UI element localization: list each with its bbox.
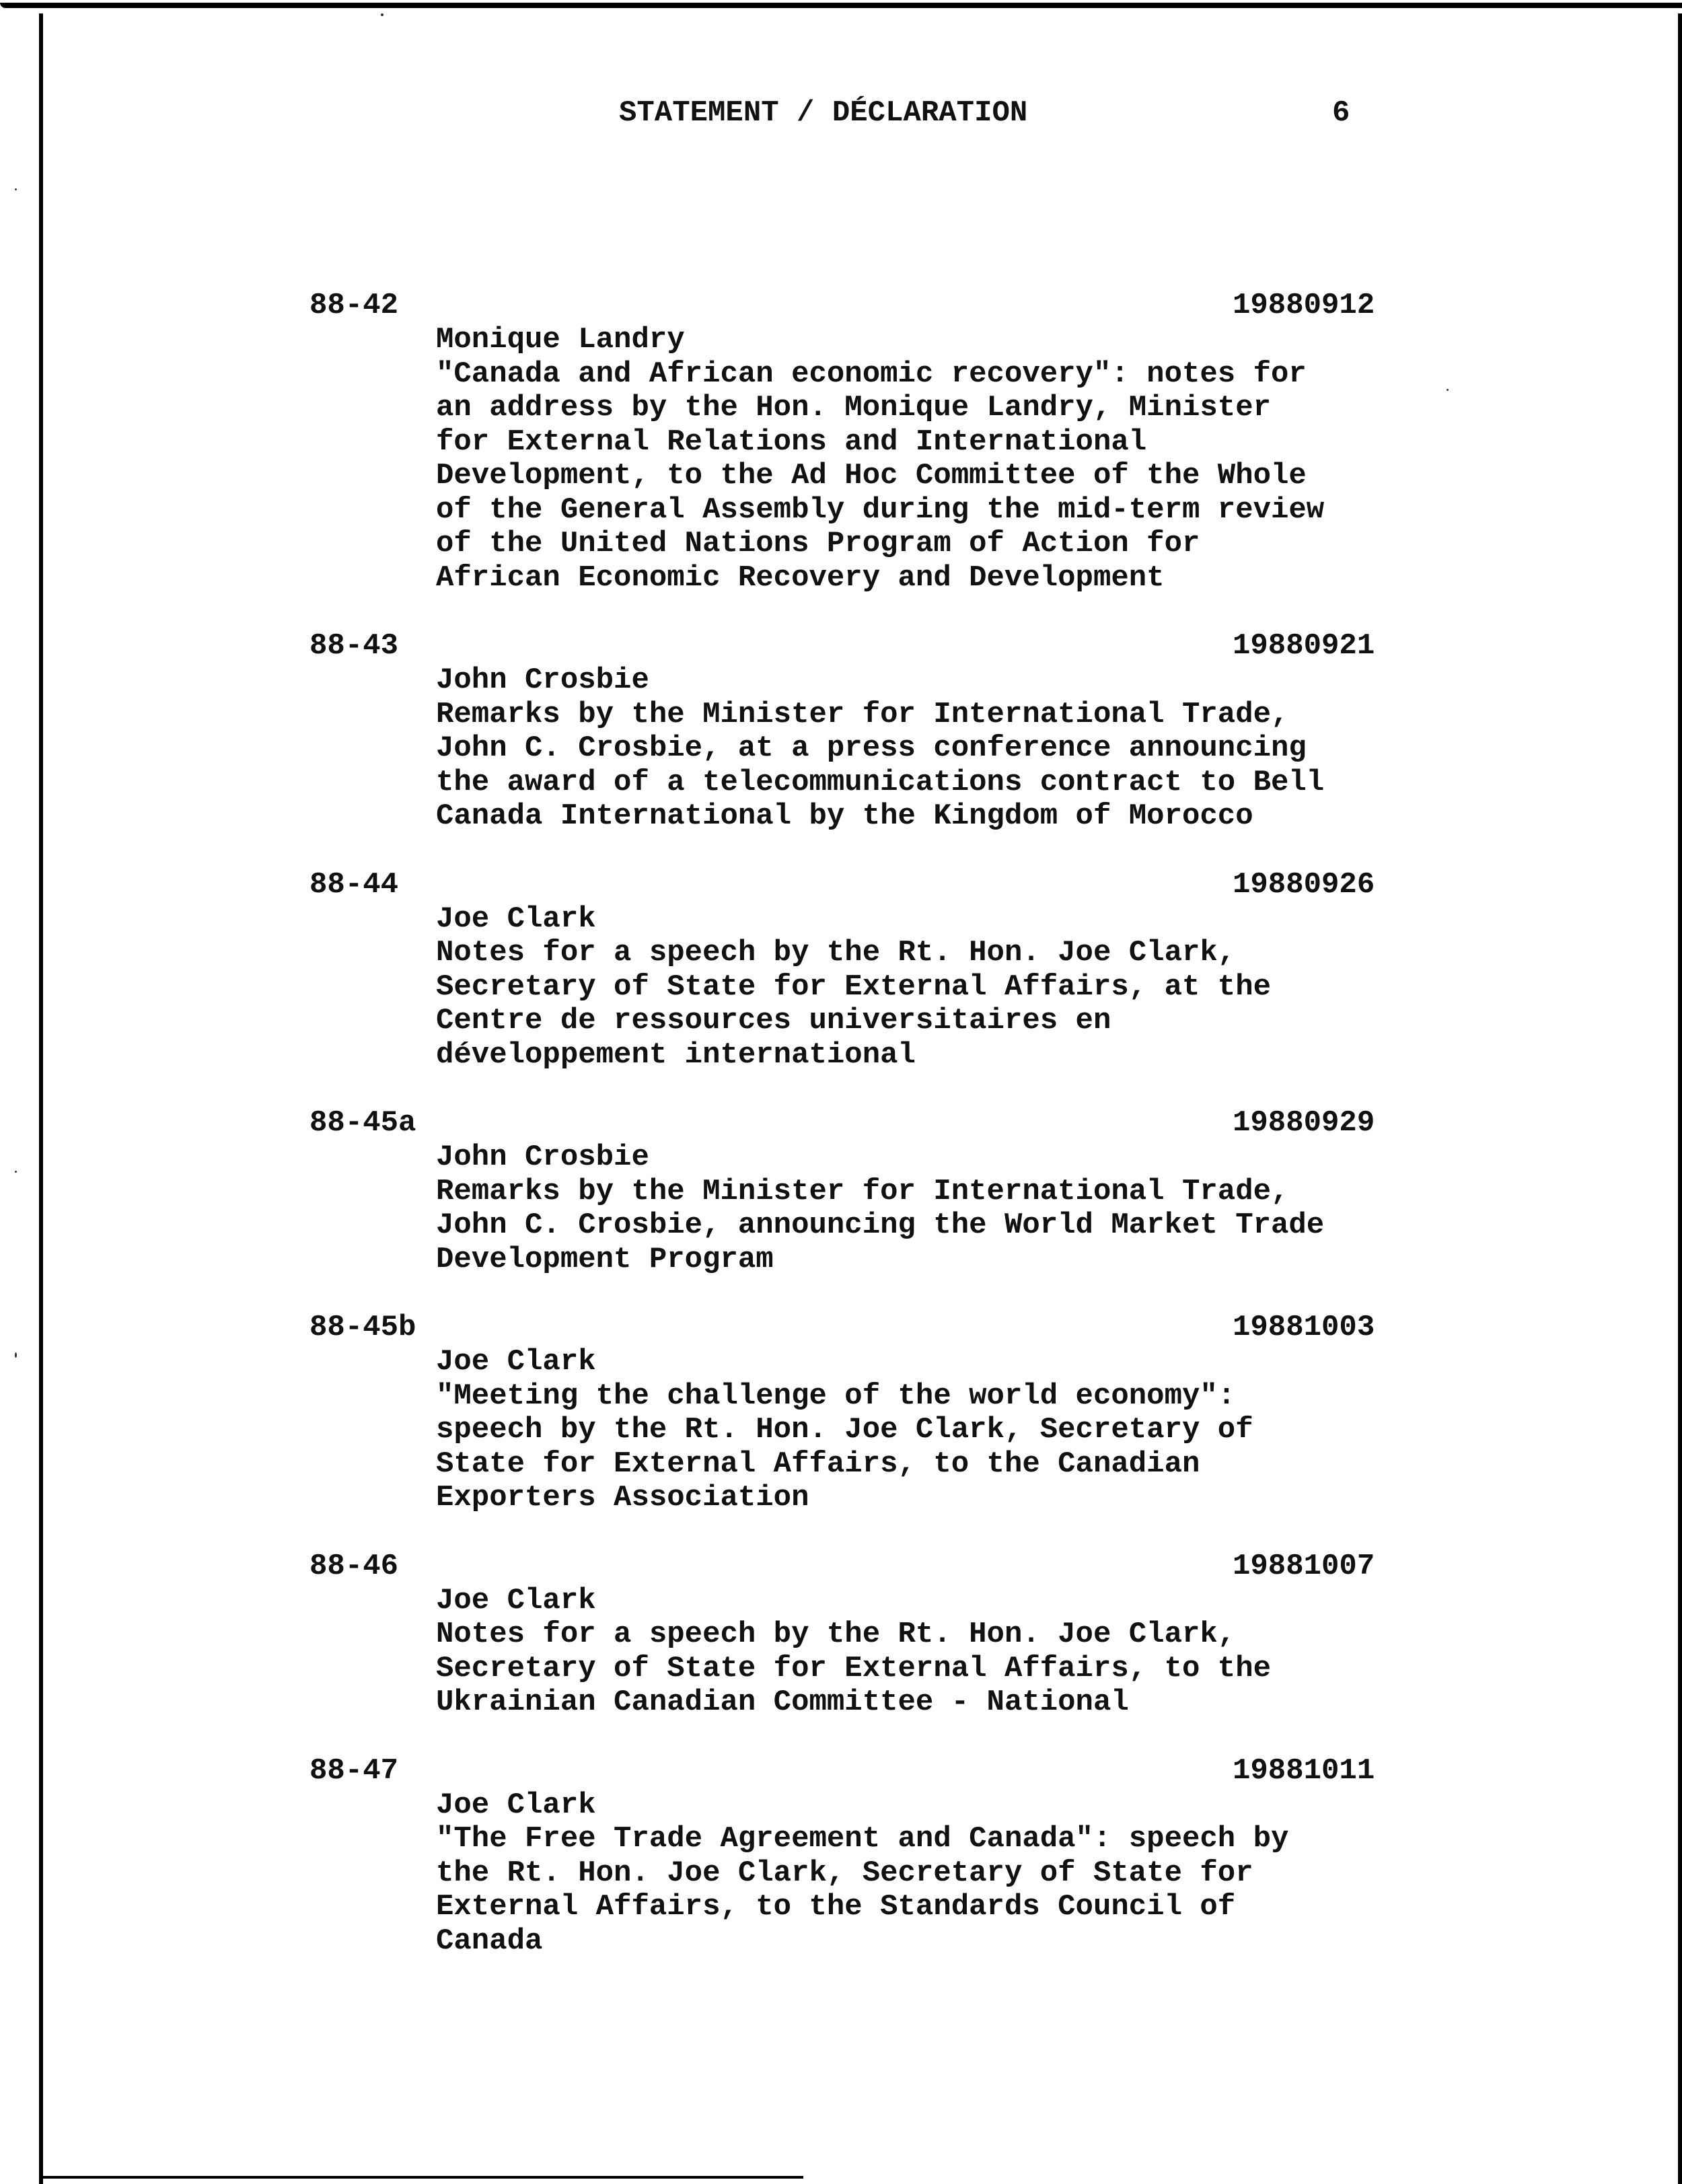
entry-number: 88-47 [309,1753,399,1788]
entry-description: Remarks by the Minister for International Trade, John C. Crosbie, at a press conference announcing the award of a telecommunications contract to Bell Canada International by the Kingdom of Morocco [436,697,1325,833]
entry-header [309,628,1467,663]
statement-entry [309,1310,1467,1515]
statement-entry [309,867,1467,1072]
statement-entry [309,628,1467,834]
scan-border-left [39,13,43,2184]
entry-header [309,867,1467,902]
scan-border-right [1678,13,1682,2184]
entry-number: 88-42 [309,289,399,322]
entry-description: "The Free Trade Agreement and Canada": speech by the Rt. Hon. Joe Clark, Secretary of State for External Affairs, to the Standards Council of Canada [436,1822,1289,1958]
entry-author: Joe Clark [436,1345,596,1379]
entry-header [309,1753,1467,1788]
entry-number: 88-44 [309,867,399,902]
entry-description: Notes for a speech by the Rt. Hon. Joe Clark, Secretary of State for External Affairs, at the Centre de ressources universitaires en développement international [436,936,1272,1072]
entry-date: 19880921 [1233,629,1375,663]
entry-date: 19880929 [1233,1106,1375,1140]
entry-body [436,1788,1467,1959]
entry-body [436,1584,1467,1720]
entry-author: Joe Clark [436,1583,596,1617]
entry-body [436,902,1467,1072]
header-title: STATEMENT / DÉCLARATION [619,96,1028,130]
entry-author: John Crosbie [436,663,649,697]
statement-entry [309,1105,1467,1276]
entry-number: 88-43 [309,629,399,663]
entry-description: Notes for a speech by the Rt. Hon. Joe Clark, Secretary of State for External Affairs, to the Ukrainian Canadian Committee - National [436,1617,1272,1719]
scan-speck [15,1171,17,1173]
statement-entry [309,1753,1467,1959]
page-header [619,93,1426,133]
entry-header [309,1310,1467,1345]
statement-list [309,288,1467,1992]
entry-body [436,323,1467,595]
scan-speck [15,188,17,190]
entry-date: 19880926 [1233,867,1375,902]
entry-header [309,1549,1467,1584]
entry-author: Joe Clark [436,902,596,936]
scan-border-top [0,3,1682,8]
entry-number: 88-45a [309,1106,416,1140]
scan-speck [381,13,383,16]
entry-header [309,288,1467,323]
entry-description: "Canada and African economic recovery": notes for an address by the Hon. Monique Landry, Minister for External Relations and International Development, to the Ad Hoc Committee of the Whole of the General Assembly during the mid-term review of the United Nations Program of Action for African Economic Recovery and Development [436,357,1325,595]
entry-author: Monique Landry [436,323,685,357]
entry-date: 19880912 [1233,289,1375,322]
entry-author: Joe Clark [436,1788,596,1822]
entry-number: 88-46 [309,1549,399,1583]
statement-entry [309,1549,1467,1720]
entry-body [436,663,1467,834]
scan-speck [15,1352,17,1358]
scan-border-bottom [43,2176,803,2179]
entry-date: 19881007 [1233,1549,1375,1583]
entry-header [309,1105,1467,1140]
entry-description: "Meeting the challenge of the world economy": speech by the Rt. Hon. Joe Clark, Secretary of State for External Affairs, to the Canadian Exporters Association [436,1379,1253,1515]
entry-date: 19881003 [1233,1311,1375,1344]
statement-entry [309,288,1467,595]
entry-description: Remarks by the Minister for International Trade, John C. Crosbie, announcing the World Market Trade Development Program [436,1174,1325,1276]
entry-body [436,1345,1467,1515]
entry-body [436,1140,1467,1276]
page-number: 6 [1332,96,1350,130]
entry-number: 88-45b [309,1311,416,1344]
entry-date: 19881011 [1233,1753,1375,1788]
entry-author: John Crosbie [436,1140,649,1174]
